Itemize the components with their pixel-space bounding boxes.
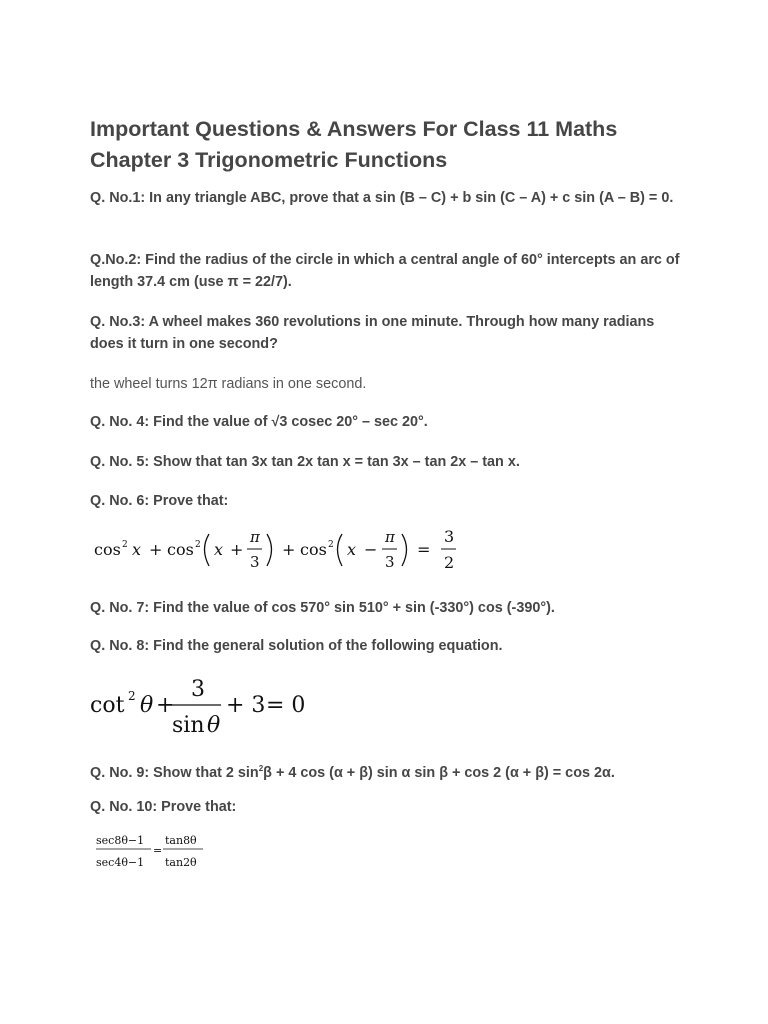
svg-text:+: +	[149, 540, 163, 559]
svg-text:π: π	[250, 528, 260, 546]
svg-text:cos: cos	[300, 540, 327, 559]
equation-q6	[92, 522, 472, 578]
question-1: Q. No.1: In any triangle ABC, prove that a sin (B – C) + b sin (C – A) + c sin (A – B) = 0.	[90, 190, 674, 206]
question-3: Q. No.3: A wheel makes 360 revolutions in one minute. Through how many radians does it turn in one second?	[90, 314, 655, 352]
svg-text:x: x	[132, 540, 142, 559]
svg-text:x: x	[214, 540, 224, 559]
svg-text:=: =	[153, 844, 163, 857]
question-7: Q. No. 7: Find the value of cos 570° sin 510° + sin (-330°) cos (-390°).	[90, 600, 555, 616]
question-4: Q. No. 4: Find the value of √3 cosec 20° – sec 20°.	[90, 414, 428, 430]
svg-text:+: +	[156, 693, 175, 718]
equation-q8	[88, 672, 308, 746]
svg-text:π: π	[385, 528, 395, 546]
svg-text:3: 3	[250, 553, 260, 571]
svg-text:2: 2	[328, 540, 334, 550]
svg-text:sin: sin	[172, 713, 205, 738]
svg-text:2: 2	[128, 689, 136, 703]
svg-text:θ: θ	[207, 713, 221, 738]
svg-text:2: 2	[122, 540, 128, 550]
svg-text:sec4θ−1: sec4θ−1	[96, 856, 145, 869]
svg-text:tan2θ: tan2θ	[165, 856, 197, 869]
answer-3: the wheel turns 12π radians in one second.	[90, 376, 367, 392]
svg-text:−: −	[364, 540, 378, 559]
svg-text:cos: cos	[167, 540, 194, 559]
svg-text:cot: cot	[90, 693, 125, 718]
svg-text:+ 3: + 3	[226, 693, 266, 718]
question-6: Q. No. 6: Prove that:	[90, 493, 229, 509]
svg-text:3: 3	[191, 677, 205, 702]
svg-text:tan8θ: tan8θ	[165, 834, 197, 847]
equation-q10	[95, 830, 215, 876]
svg-text:θ: θ	[140, 693, 154, 718]
svg-text:cos: cos	[94, 540, 121, 559]
svg-text:2: 2	[195, 540, 201, 550]
question-8: Q. No. 8: Find the general solution of the following equation.	[90, 638, 503, 654]
page-title: Important Questions & Answers For Class 11 Maths Chapter 3 Trigonometric Functions	[90, 117, 618, 172]
svg-text:3: 3	[444, 527, 455, 546]
svg-text:x: x	[347, 540, 357, 559]
svg-text:=: =	[417, 540, 431, 559]
svg-text:3: 3	[385, 553, 395, 571]
svg-text:2: 2	[444, 553, 455, 572]
question-2: Q.No.2: Find the radius of the circle in which a central angle of 60° intercepts an arc of length 37.4 cm (use π = 22/7).	[90, 252, 680, 290]
question-5: Q. No. 5: Show that tan 3x tan 2x tan x = tan 3x – tan 2x – tan x.	[90, 454, 520, 470]
svg-text:= 0: = 0	[266, 693, 306, 718]
question-9: Q. No. 9: Show that 2 $\sin^2\beta + 4$ cos (α + β) sin α sin β + cos 2 (α + β) = cos 2α.	[90, 764, 615, 781]
svg-text:sec8θ−1: sec8θ−1	[96, 834, 145, 847]
svg-text:+: +	[282, 540, 296, 559]
question-10: Q. No. 10: Prove that:	[90, 799, 237, 815]
svg-text:+: +	[230, 540, 244, 559]
